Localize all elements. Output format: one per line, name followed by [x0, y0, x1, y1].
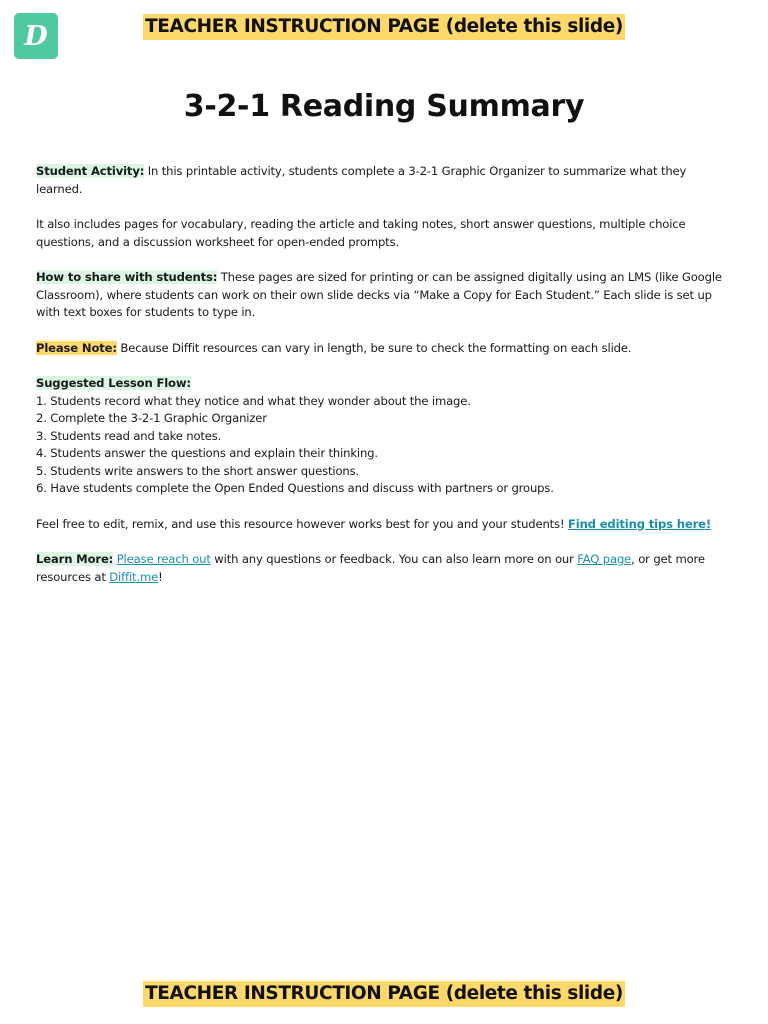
lesson-flow-item: 3. Students read and take notes.	[36, 428, 222, 443]
lesson-flow-item: 1. Students record what they notice and what they wonder about the image.	[36, 393, 471, 408]
student-activity-label: Student Activity:	[36, 164, 145, 178]
diffit-logo: D	[14, 13, 58, 59]
top-banner-wrap	[0, 14, 768, 40]
learn-more-text-3: !	[158, 569, 163, 584]
student-activity-paragraph	[36, 163, 736, 198]
diffit-me-link[interactable]: Diffit.me	[109, 569, 159, 584]
how-to-share-text: These pages are sized for printing or can be assigned digitally using an LMS (like Google Classroom), where students can work on their own slide decks via “Make a Copy for Each Student.” Each slide is set up with text boxes for students to type in.	[36, 270, 722, 319]
how-to-share-paragraph	[36, 269, 736, 322]
feel-free-paragraph	[36, 516, 736, 534]
lesson-flow-item: 4. Students answer the questions and explain their thinking.	[36, 446, 378, 460]
instructions-body	[36, 163, 736, 604]
reach-out-link[interactable]: Please reach out	[116, 552, 211, 566]
lesson-flow-item: 2. Complete the 3-2-1 Graphic Organizer	[36, 411, 267, 425]
learn-more-label: Learn More:	[36, 552, 114, 566]
feel-free-text: Feel free to edit, remix, and use this resource however works best for you and your students!	[36, 516, 568, 531]
how-to-share-label: How to share with students:	[36, 270, 218, 284]
lesson-flow-section	[36, 375, 736, 498]
also-includes-paragraph: It also includes pages for vocabulary, reading the article and taking notes, short answer questions, multiple choice questions, and a discussion worksheet for open-ended prompts.	[36, 217, 686, 249]
please-note-label: Please Note:	[36, 340, 117, 355]
student-activity-text: In this printable activity, students complete a 3-2-1 Graphic Organizer to summarize what they learned.	[36, 164, 687, 196]
learn-more-text-1: with any questions or feedback. You can also learn more on our	[210, 552, 578, 566]
faq-page-link[interactable]: FAQ page	[577, 552, 632, 566]
teacher-instruction-banner-bottom: TEACHER INSTRUCTION PAGE (delete this slide)	[143, 981, 625, 1007]
please-note-text: Because Diffit resources can vary in length, be sure to check the formatting on each slide.	[116, 340, 632, 355]
lesson-flow-item: 5. Students write answers to the short answer questions.	[36, 463, 360, 478]
page-title: 3-2-1 Reading Summary	[183, 89, 585, 124]
please-note-paragraph	[36, 340, 736, 358]
lesson-flow-label: Suggested Lesson Flow:	[36, 376, 191, 390]
lesson-flow-item: 6. Have students complete the Open Ended Questions and discuss with partners or groups.	[36, 481, 554, 495]
editing-tips-link[interactable]: Find editing tips here!	[567, 516, 711, 531]
learn-more-text-2: , or get more resources at	[36, 552, 705, 584]
bottom-banner-wrap	[0, 981, 768, 1007]
teacher-instruction-banner-top: TEACHER INSTRUCTION PAGE (delete this slide)	[143, 14, 625, 40]
learn-more-paragraph	[36, 551, 736, 586]
